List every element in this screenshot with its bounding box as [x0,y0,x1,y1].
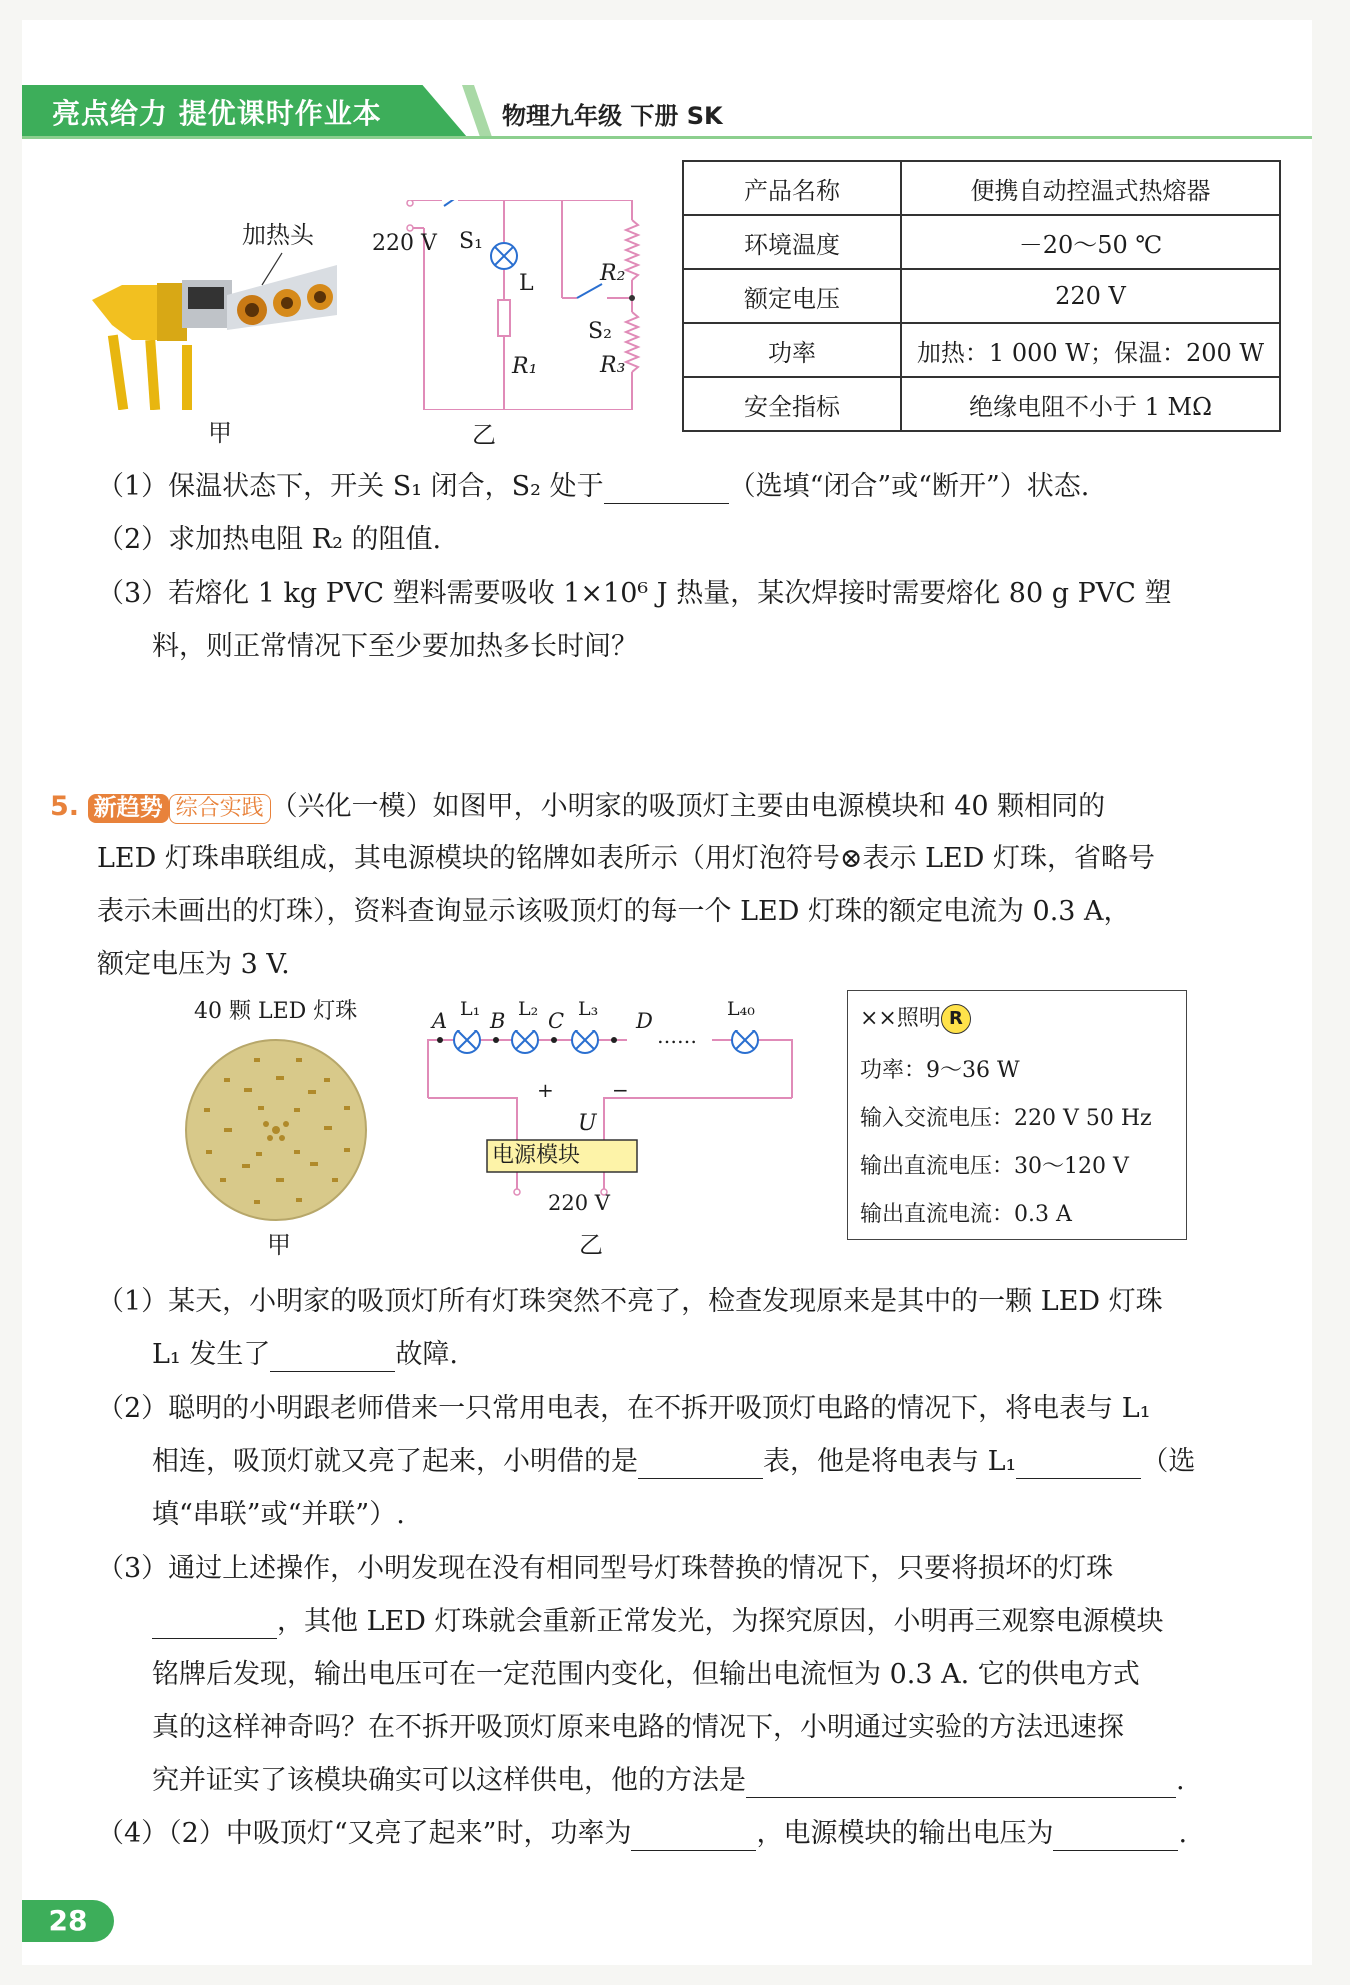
nameplate-output-voltage: 输出直流电压：30～120 V [860,1154,1129,1179]
q5-part3-text: ，其他 LED 灯珠就会重新正常发光，为探究原因，小明再三观察电源模块 [277,1606,1164,1637]
q5-part2-text: 相连，吸顶灯就又亮了起来，小明借的是 [152,1446,638,1477]
ellipsis-dots: …… [657,1024,697,1048]
table-row [683,269,1280,323]
table-cell: 加热：1 000 W；保温：200 W [901,323,1280,377]
led-panel-label: 40 颗 LED 灯珠 [194,999,358,1024]
q4-part3-line2: 料，则正常情况下至少要加热多长时间？ [152,631,638,662]
power-module-label: 电源模块 [492,1143,581,1168]
question-number: 5. [50,791,80,822]
table-row [683,377,1280,431]
label-l: L [519,271,534,296]
table-cell: 环境温度 [683,215,901,269]
heater-label: 加热头 [242,221,314,249]
q5-part3-line1: （3）通过上述操作，小明发现在没有相同型号灯珠替换的情况下，只要将损坏的灯珠 [97,1553,1114,1584]
table-cell: 便携自动控温式热熔器 [901,161,1280,215]
q4-part1 [97,470,1089,504]
q5-part2-line1: （2）聪明的小明跟老师借来一只常用电表，在不拆开吸顶灯电路的情况下，将电表与 L₁ [97,1393,1151,1424]
heat-fusion-welder-image [92,245,352,410]
workbook-page [22,20,1312,1965]
table-row [683,323,1280,377]
module-input-voltage: 220 V [548,1191,610,1215]
nameplate-output-current: 输出直流电流：0.3 A [860,1202,1072,1227]
table-cell: 绝缘电阻不小于 1 MΩ [901,377,1280,431]
practice-tag: 综合实践 [169,794,271,824]
q5-part2-text-end: （选 [1141,1446,1196,1477]
q5-part3-text-end: 究并证实了该模块确实可以这样供电，他的方法是 [152,1765,746,1796]
nameplate-brand [860,1001,971,1034]
header-divider [22,136,1312,139]
q5-part2-text-mid: 表，他是将电表与 L₁ [763,1446,1017,1477]
page-number: 28 [22,1900,114,1942]
table-cell: 功率 [683,323,901,377]
q5-part3-line3: 铭牌后发现，输出电压可在一定范围内变化，但输出电流恒为 0.3 A. 它的供电方式 [152,1659,1140,1690]
label-r1: R₁ [512,354,538,379]
terminal-plus: + [537,1078,554,1102]
point-a: A [432,1009,448,1033]
label-s2: S₂ [588,319,612,344]
answer-blank[interactable] [631,1824,756,1851]
answer-blank[interactable] [604,477,729,504]
power-module-nameplate [847,990,1187,1240]
nameplate-input: 输入交流电压：220 V 50 Hz [860,1106,1152,1131]
q5-intro-line4: 额定电压为 3 V. [97,949,290,980]
label-r3: R₃ [600,353,626,378]
table-row [683,161,1280,215]
table-row [683,215,1280,269]
caption-jia-b: 甲 [267,1231,291,1259]
q5-part1-text: L₁ 发生了 [152,1339,271,1370]
brand-text: ××照明 [860,1006,941,1031]
q4-part3-line1: （3）若熔化 1 kg PVC 塑料需要吸收 1×10⁶ J 热量，某次焊接时需要熔化 80 g PVC 塑 [97,578,1172,609]
period: . [1178,1818,1188,1849]
answer-blank[interactable] [152,1612,277,1639]
header-title: 亮点给力 提优课时作业本 [52,97,382,130]
new-trend-tag: 新趋势 [88,794,169,823]
q5-part3-line2 [152,1605,1163,1639]
led-panel-image [184,1038,369,1223]
q5-intro-line3: 表示未画出的灯珠），资料查询显示该吸顶灯的每一个 LED 灯珠的额定电流为 0.3 A， [97,896,1131,927]
table-cell: 额定电压 [683,269,901,323]
q5-intro-line2: LED 灯珠串联组成，其电源模块的铭牌如表所示（用灯泡符号⊗表示 LED 灯珠，省略号 [97,843,1155,874]
table-cell: 220 V [901,269,1280,323]
header-accent [462,85,492,137]
lamp-l40: L₄₀ [727,998,755,1020]
period: . [1176,1765,1185,1796]
q5-part2-line2 [152,1445,1195,1479]
caption-yi-a: 乙 [472,421,496,449]
point-b: B [490,1009,506,1033]
lamp-l1: L₁ [460,998,481,1020]
lamp-l3: L₃ [578,998,599,1020]
table-cell: －20～50 ℃ [901,215,1280,269]
table-cell: 产品名称 [683,161,901,215]
label-r2: R₂ [600,261,626,286]
answer-blank[interactable] [746,1771,1176,1798]
table-cell: 安全指标 [683,377,901,431]
q5-intro-text: （兴化一模）如图甲，小明家的吸顶灯主要由电源模块和 40 颗相同的 [270,791,1106,822]
answer-blank[interactable] [270,1345,395,1372]
q5-part3-line4: 真的这样神奇吗？在不拆开吸顶灯原来电路的情况下，小明通过实验的方法迅速探 [152,1712,1124,1743]
answer-blank[interactable] [1053,1824,1178,1851]
q5-part3-line5 [152,1764,1185,1798]
circuit-voltage: 220 V [372,231,437,256]
q4-part1-text: （1）保温状态下，开关 S₁ 闭合，S₂ 处于 [97,471,604,502]
point-c: C [548,1009,565,1033]
q5-part1-line2 [152,1338,458,1372]
label-s1: S₁ [459,229,483,254]
caption-jia-a: 甲 [208,419,232,447]
q5-part4-text: （4）（2）中吸顶灯“又亮了起来”时，功率为 [97,1818,632,1849]
caption-yi-b: 乙 [579,1231,603,1259]
answer-blank[interactable] [1016,1452,1141,1479]
q5-part1-text-end: 故障. [395,1339,458,1370]
q5-part2-line3: 填“串联”或“并联”）. [152,1499,405,1530]
q5-part1-line1: （1）某天，小明家的吸顶灯所有灯珠突然不亮了，检查发现原来是其中的一颗 LED 灯珠 [97,1286,1163,1317]
q5-part4 [97,1817,1187,1851]
nameplate-power: 功率：9～36 W [860,1058,1020,1083]
header-subject: 物理九年级 下册 SK [502,102,723,130]
q4-part2: （2）求加热电阻 R₂ 的阻值. [97,524,442,555]
q5-intro-line1 [50,790,1105,824]
answer-blank[interactable] [638,1452,763,1479]
terminal-minus: − [612,1078,629,1102]
registered-mark-icon: R [941,1004,971,1034]
lamp-l2: L₂ [518,998,539,1020]
product-spec-table [682,160,1281,432]
q4-part1-text-end: （选填“闭合”或“断开”）状态. [728,471,1090,502]
voltage-u: U [578,1111,597,1136]
point-d: D [636,1009,653,1033]
q5-part4-text-mid: ，电源模块的输出电压为 [756,1818,1054,1849]
